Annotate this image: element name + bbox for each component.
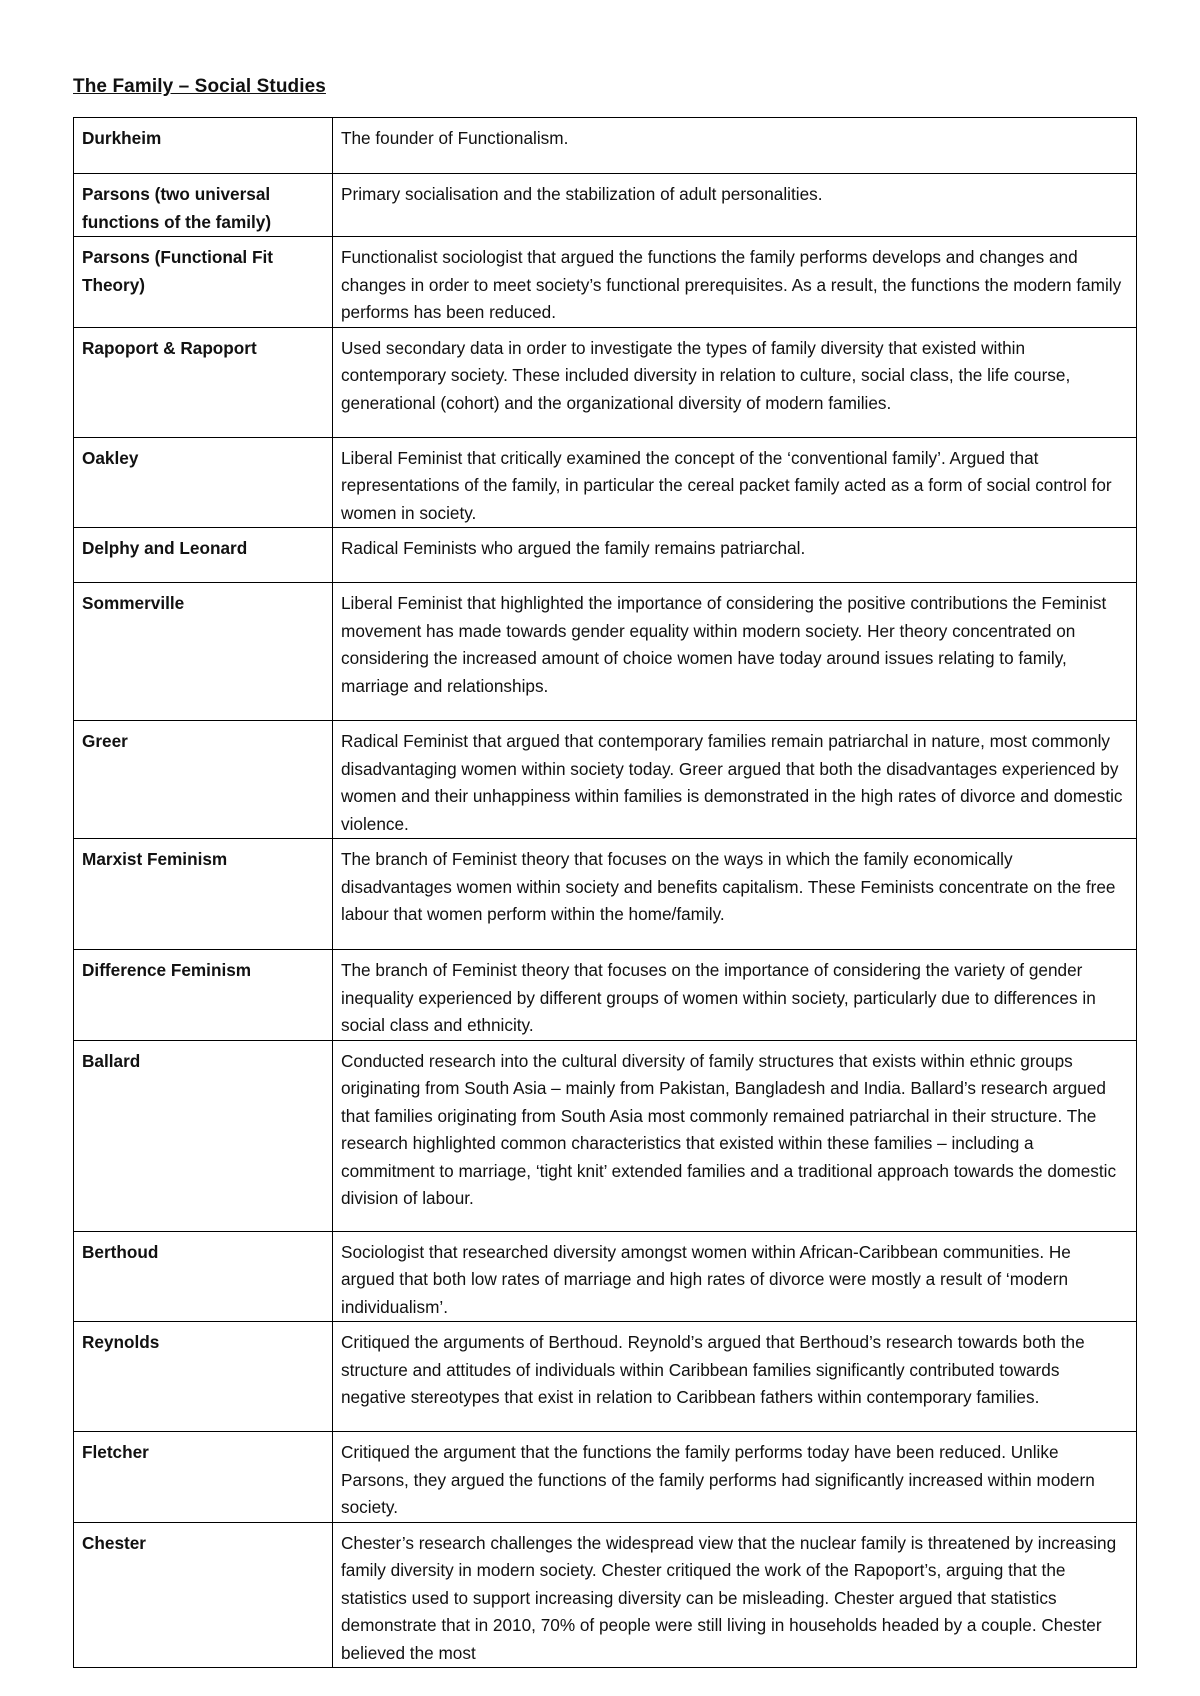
term-cell: Parsons (two universal functions of the family) (74, 174, 333, 237)
table-row (74, 839, 1137, 950)
table-row (74, 528, 1137, 583)
definition-cell: Conducted research into the cultural diversity of family structures that exists within ethnic groups originating from South Asia – mainly from Pakistan, Bangladesh and India. Ballard’s research argued that families originating from South Asia most commonly remained patriarchal in their structure. The research highlighted common characteristics that existed within these families – including a commitment to marriage, ‘tight knit’ extended families and a traditional approach towards the domestic division of labour. (333, 1040, 1137, 1231)
definition-cell: Critiqued the arguments of Berthoud. Reynold’s argued that Berthoud’s research towards both the structure and attitudes of individuals within Caribbean families significantly contributed towards negative stereotypes that exist in relation to Caribbean fathers within contemporary families. (333, 1322, 1137, 1432)
term-cell: Parsons (Functional Fit Theory) (74, 237, 333, 328)
term-cell: Oakley (74, 437, 333, 528)
table-row (74, 950, 1137, 1041)
definition-cell: Radical Feminists who argued the family remains patriarchal. (333, 528, 1137, 583)
definition-cell: The founder of Functionalism. (333, 118, 1137, 174)
table-row (74, 1231, 1137, 1322)
table-row (74, 1040, 1137, 1231)
table-row (74, 1322, 1137, 1432)
table-row (74, 583, 1137, 721)
table-row (74, 1522, 1137, 1668)
definition-cell: The branch of Feminist theory that focuses on the ways in which the family economically disadvantages women within society and benefits capitalism. These Feminists concentrate on the free labour that women perform within the home/family. (333, 839, 1137, 950)
term-cell: Ballard (74, 1040, 333, 1231)
table-row (74, 721, 1137, 839)
term-cell: Sommerville (74, 583, 333, 721)
term-cell: Reynolds (74, 1322, 333, 1432)
definition-cell: Sociologist that researched diversity amongst women within African-Caribbean communities. He argued that both low rates of marriage and high rates of divorce were mostly a result of ‘modern individualism’. (333, 1231, 1137, 1322)
definition-cell: Used secondary data in order to investigate the types of family diversity that existed within contemporary society. These included diversity in relation to culture, social class, the life course, generational (cohort) and the organizational diversity of modern families. (333, 327, 1137, 437)
table-row (74, 237, 1137, 328)
definition-cell: The branch of Feminist theory that focuses on the importance of considering the variety of gender inequality experienced by different groups of women within society, particularly due to differences in social class and ethnicity. (333, 950, 1137, 1041)
term-cell: Fletcher (74, 1432, 333, 1523)
definition-cell: Chester’s research challenges the widespread view that the nuclear family is threatened by increasing family diversity in modern society. Chester critiqued the work of the Rapoport’s, arguing that the statistics used to support increasing diversity can be misleading. Chester argued that statistics demonstrate that in 2010, 70% of people were still living in households headed by a couple. Chester believed the most (333, 1522, 1137, 1668)
term-cell: Rapoport & Rapoport (74, 327, 333, 437)
table-row (74, 1432, 1137, 1523)
document-title: The Family – Social Studies (73, 76, 326, 97)
term-cell: Marxist Feminism (74, 839, 333, 950)
table-row (74, 327, 1137, 437)
term-cell: Berthoud (74, 1231, 333, 1322)
table-row (74, 174, 1137, 237)
definition-cell: Functionalist sociologist that argued the functions the family performs develops and changes and changes in order to meet society’s functional prerequisites. As a result, the functions the modern family performs has been reduced. (333, 237, 1137, 328)
table-row (74, 118, 1137, 174)
term-cell: Delphy and Leonard (74, 528, 333, 583)
glossary-table (73, 117, 1137, 1668)
table-row (74, 437, 1137, 528)
definition-cell: Radical Feminist that argued that contemporary families remain patriarchal in nature, most commonly disadvantaging women within society today. Greer argued that both the disadvantages experienced by women and their unhappiness within families is demonstrated in the high rates of divorce and domestic violence. (333, 721, 1137, 839)
term-cell: Greer (74, 721, 333, 839)
term-cell: Difference Feminism (74, 950, 333, 1041)
definition-cell: Primary socialisation and the stabilization of adult personalities. (333, 174, 1137, 237)
term-cell: Durkheim (74, 118, 333, 174)
term-cell: Chester (74, 1522, 333, 1668)
definition-cell: Liberal Feminist that highlighted the importance of considering the positive contributions the Feminist movement has made towards gender equality within modern society. Her theory concentrated on considering the increased amount of choice women have today around issues relating to family, marriage and relationships. (333, 583, 1137, 721)
definition-cell: Liberal Feminist that critically examined the concept of the ‘conventional family’. Argued that representations of the family, in particular the cereal packet family acted as a form of social control for women in society. (333, 437, 1137, 528)
definition-cell: Critiqued the argument that the functions the family performs today have been reduced. Unlike Parsons, they argued the functions of the family performs had significantly increased within modern society. (333, 1432, 1137, 1523)
